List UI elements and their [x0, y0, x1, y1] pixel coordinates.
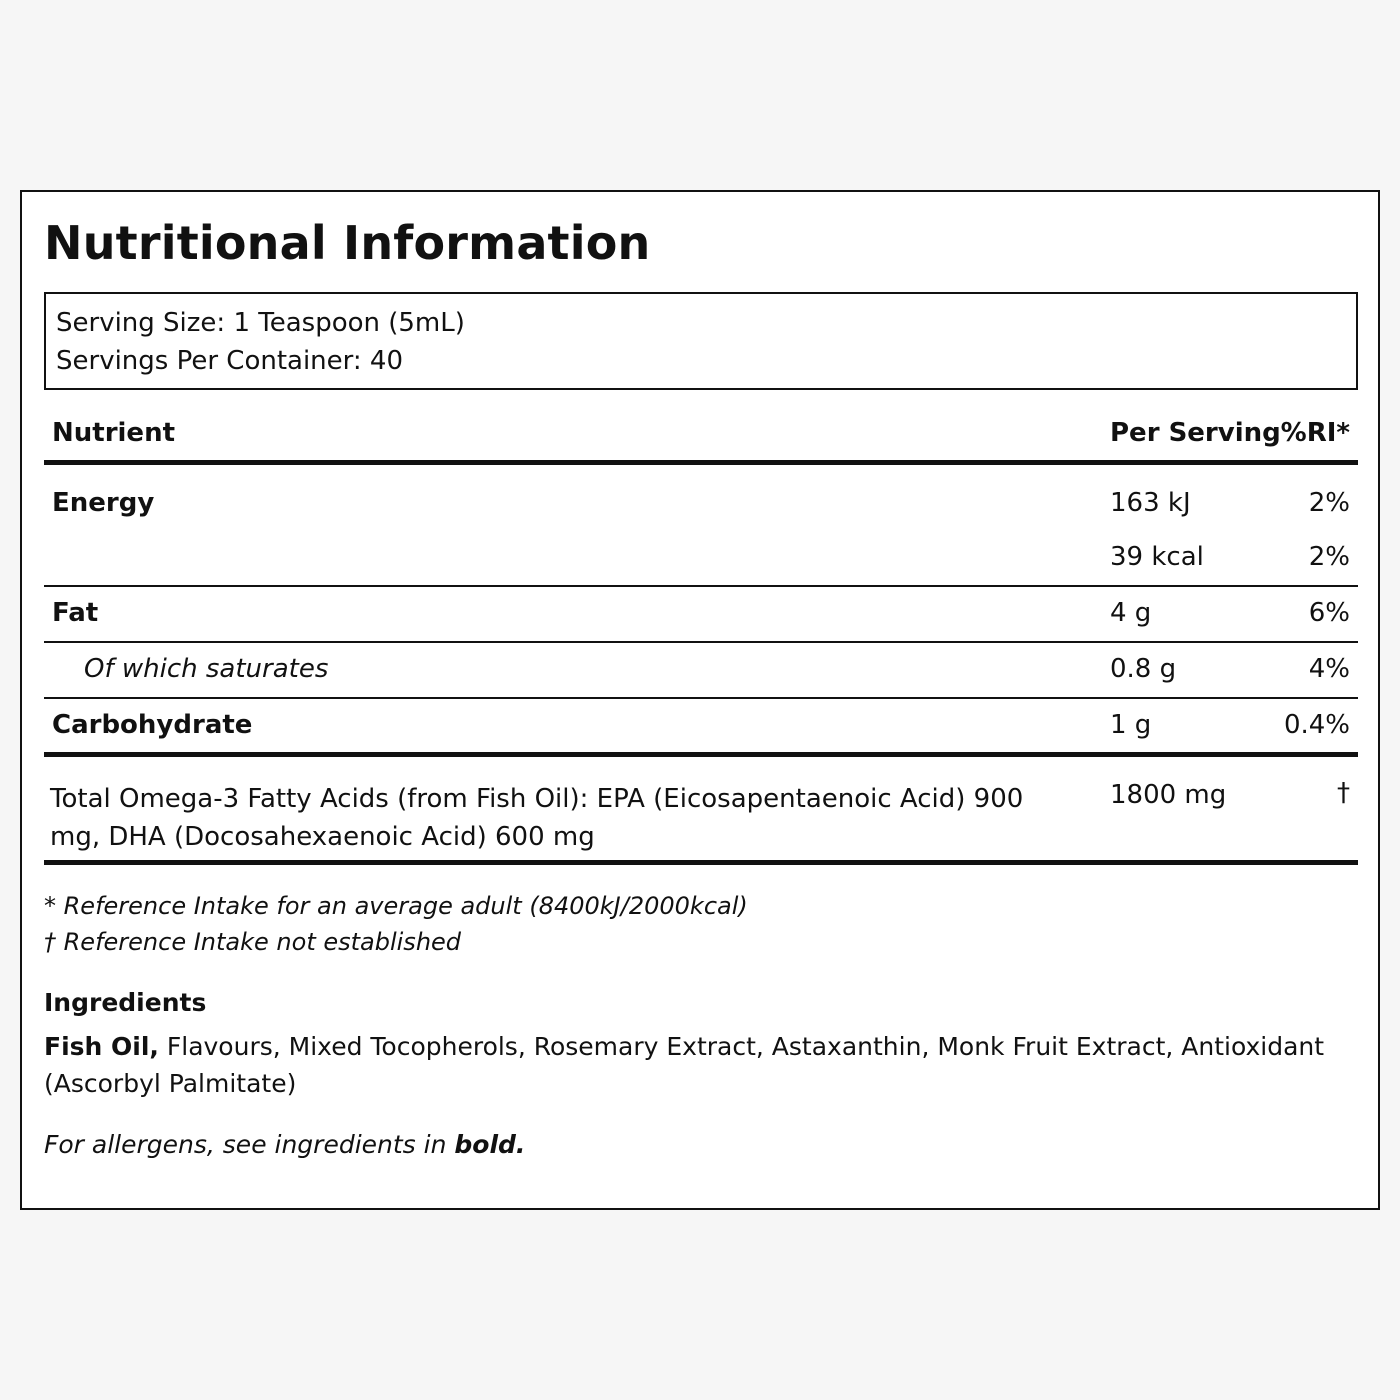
footnote-dagger: † Reference Intake not established [44, 928, 462, 956]
servings-per-container: Servings Per Container: 40 [56, 346, 404, 376]
row-name-saturates: Of which saturates [84, 654, 329, 684]
allergen-note [44, 1130, 525, 1159]
header-ri: %RI* [1280, 418, 1350, 448]
row-name-carbohydrate: Carbohydrate [52, 710, 253, 740]
row-amount-fat: 4 g [1110, 598, 1152, 628]
row-ri-energy-kj: 2% [1308, 488, 1350, 518]
serving-size: Serving Size: 1 Teaspoon (5mL) [56, 308, 465, 338]
row-ri-fat: 6% [1308, 598, 1350, 628]
row-amount-omega3: 1800 mg [1110, 780, 1227, 810]
row-amount-energy-kcal: 39 kcal [1110, 542, 1204, 572]
row-amount-energy-kj: 163 kJ [1110, 488, 1191, 518]
allergen-note-text: For allergens, see ingredients in [44, 1130, 455, 1159]
row-ri-saturates: 4% [1308, 654, 1350, 684]
footnote-ri: * Reference Intake for an average adult (8400kJ/2000kcal) [44, 892, 748, 920]
row-name-fat: Fat [52, 598, 99, 628]
row-divider [44, 641, 1358, 643]
ingredients-heading: Ingredients [44, 988, 207, 1017]
row-divider [44, 697, 1358, 699]
allergen-note-bold: bold. [454, 1130, 526, 1159]
allergen-ingredient: Fish Oil, [44, 1032, 159, 1061]
row-amount-carbohydrate: 1 g [1110, 710, 1152, 740]
row-divider [44, 585, 1358, 587]
table-bottom-rule [44, 860, 1358, 865]
page-title: Nutritional Information [44, 216, 651, 270]
row-amount-saturates: 0.8 g [1110, 654, 1177, 684]
row-name-omega3: Total Omega-3 Fatty Acids (from Fish Oil): EPA (Eicosapentaenoic Acid) 900 mg, DHA (Docosahexaenoic Acid) 600 mg [50, 784, 1024, 852]
header-per-serving: Per Serving [1110, 418, 1281, 448]
serving-info-box [44, 292, 1358, 390]
row-ri-omega3: † [1337, 778, 1350, 808]
header-rule [44, 460, 1358, 465]
row-ri-energy-kcal: 2% [1308, 542, 1350, 572]
header-nutrient: Nutrient [52, 418, 176, 448]
nutrition-panel [20, 190, 1380, 1210]
row-ri-carbohydrate: 0.4% [1283, 710, 1350, 740]
row-name-energy: Energy [52, 488, 155, 518]
section-rule [44, 752, 1358, 757]
ingredients-list [44, 1028, 1344, 1102]
ingredients-rest: Flavours, Mixed Tocopherols, Rosemary Extract, Astaxanthin, Monk Fruit Extract, Antioxidant (Ascorbyl Palmitate) [44, 1032, 1325, 1098]
